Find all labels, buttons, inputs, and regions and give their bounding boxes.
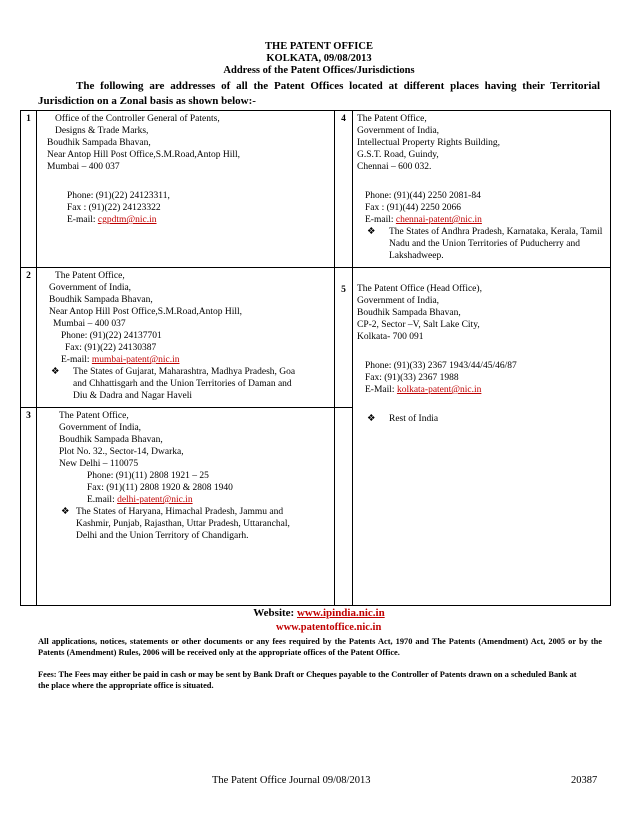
empty-cell — [335, 408, 353, 606]
address-line: The Patent Office, — [59, 411, 129, 421]
email-label: E.mail: — [87, 495, 118, 505]
address-line: Mumbai – 400 037 — [47, 162, 120, 172]
email-line — [357, 214, 606, 226]
website-label: Website: — [253, 607, 297, 619]
address-line: Near Antop Hill Post Office,S.M.Road,Antop Hill, — [47, 150, 240, 160]
office-number: 3 — [21, 408, 37, 606]
address-line: Mumbai – 400 037 — [53, 319, 126, 329]
address-line: Boudhik Sampada Bhavan, — [49, 295, 153, 305]
jurisdiction-text: Rest of India — [389, 414, 439, 424]
address-line: Government of India, — [59, 423, 142, 433]
address-line: Government of India, — [357, 126, 440, 136]
office-cell-1 — [37, 111, 335, 268]
jurisdiction — [365, 413, 606, 425]
diamond-bullet-icon: ❖ — [61, 507, 70, 517]
office-number: 2 — [21, 268, 37, 408]
address-line: Chennai – 600 032. — [357, 162, 432, 172]
address-line: The Patent Office, — [55, 271, 125, 281]
website-link[interactable]: www.ipindia.nic.in — [296, 607, 385, 619]
address-line: G.S.T. Road, Guindy, — [357, 150, 439, 160]
office-title: THE PATENT OFFICE — [265, 41, 373, 52]
email-link[interactable]: chennai-patent@nic.in — [395, 215, 482, 225]
journal-footer: The Patent Office Journal 09/08/2013 — [212, 775, 371, 786]
email-link[interactable]: delhi-patent@nic.in — [117, 495, 193, 505]
address-line: New Delhi – 110075 — [59, 459, 139, 469]
fax-line: Fax: (91)(11) 2808 1920 & 2808 1940 — [87, 483, 233, 493]
address-line: Boudhik Sampada Bhavan, — [47, 138, 151, 148]
diamond-bullet-icon: ❖ — [51, 367, 60, 377]
address-line: Boudhik Sampada Bhavan, — [357, 308, 461, 318]
office-cell-2 — [37, 268, 335, 408]
phone-line: Phone: (91)(44) 2250 2081-84 — [365, 191, 481, 201]
jurisdiction-text: The States of Andhra Pradesh, Karnataka, Kerala, Tamil Nadu and the Union Territories of Puducherry and Lakshadweep. — [389, 227, 603, 261]
email-line — [41, 214, 330, 226]
email-line — [59, 494, 330, 506]
jurisdiction — [49, 366, 303, 402]
office-block-4 — [353, 111, 610, 268]
email-link[interactable]: kolkata-patent@nic.in — [396, 385, 482, 395]
email-link[interactable]: cgpdtm@nic.in — [97, 215, 157, 225]
address-line: Government of India, — [49, 283, 132, 293]
fees-note: Fees: The Fees may either be paid in cash or may be sent by Bank Draft or Cheques payable to the Controller of Patents drawn on a scheduled Bank at the place where the appropriate office is situated. — [38, 670, 577, 690]
diamond-bullet-icon: ❖ — [367, 227, 376, 237]
page-subtitle: Address of the Patent Offices/Jurisdictions — [223, 65, 415, 76]
address-line: The Patent Office (Head Office), — [357, 284, 482, 294]
email-line — [41, 354, 330, 366]
fax-line: Fax : (91)(22) 24123322 — [67, 203, 161, 213]
phone-line: Phone: (91)(22) 24137701 — [61, 331, 162, 341]
jurisdiction — [59, 506, 308, 542]
page-number: 20387 — [571, 775, 598, 786]
address-line: Plot No. 32., Sector-14, Dwarka, — [59, 447, 184, 457]
address-line: Kolkata- 700 091 — [357, 332, 424, 342]
jurisdiction — [365, 226, 606, 262]
office-number: 4 — [335, 111, 353, 268]
address-line: Intellectual Property Rights Building, — [357, 138, 501, 148]
email-link[interactable]: mumbai-patent@nic.in — [91, 355, 180, 365]
address-line: Boudhik Sampada Bhavan, — [59, 435, 163, 445]
email-label: E-mail: — [365, 215, 396, 225]
fax-line: Fax: (91)(22) 24130387 — [65, 343, 157, 353]
address-line: The Patent Office, — [357, 114, 427, 124]
office-number: 1 — [21, 111, 37, 268]
phone-line: Phone: (91)(33) 2367 1943/44/45/46/87 — [365, 361, 517, 371]
place-date: KOLKATA, 09/08/2013 — [266, 53, 372, 64]
address-line: Designs & Trade Marks, — [55, 126, 149, 136]
fax-line: Fax : (91)(44) 2250 2066 — [365, 203, 462, 213]
phone-line: Phone: (91)(22) 24123311, — [67, 191, 170, 201]
diamond-bullet-icon: ❖ — [367, 414, 376, 424]
office-number: 5 — [335, 268, 353, 408]
fax-line: Fax: (91)(33) 2367 1988 — [365, 373, 459, 383]
office-block-5 — [353, 268, 610, 425]
address-line: CP-2, Sector –V, Salt Lake City, — [357, 320, 480, 330]
phone-line: Phone: (91)(11) 2808 1921 – 25 — [87, 471, 209, 481]
website-line — [0, 606, 638, 620]
website-link-secondary[interactable]: www.patentoffice.nic.in — [276, 622, 382, 633]
office-cell-3 — [37, 408, 335, 606]
email-label: E-Mail: — [365, 385, 397, 395]
intro-paragraph: The following are addresses of all the Patent Offices located at different places having their Territorial Jurisdiction on a Zonal basis as shown below:- — [38, 80, 600, 107]
address-line: Government of India, — [357, 296, 440, 306]
email-label: E-mail: — [61, 355, 92, 365]
email-line — [357, 384, 606, 396]
address-table — [20, 110, 611, 606]
jurisdiction-text: The States of Gujarat, Maharashtra, Madhya Pradesh, Goa and Chhattisgarh and the Union Territories of Daman and Diu & Dadra and Nagar Haveli — [73, 367, 296, 401]
jurisdiction-text: The States of Haryana, Himachal Pradesh, Jammu and Kashmir, Punjab, Rajasthan, Uttar Pradesh, Uttaranchal, Delhi and the Union Territory of Chandigarh. — [76, 507, 290, 541]
office-cell-4-5 — [353, 111, 611, 606]
email-label: E-mail: — [67, 215, 98, 225]
applications-note: All applications, notices, statements or other documents or any fees required by the Patents Act, 1970 and The Patents (Amendment) Act, 2005 or by the Patents (Amendment) Rules, 2006 will be received only at the appropriate offices of the Patent Office. — [38, 637, 602, 657]
address-line: Near Antop Hill Post Office,S.M.Road,Antop Hill, — [49, 307, 242, 317]
address-line: Office of the Controller General of Patents, — [55, 114, 220, 124]
